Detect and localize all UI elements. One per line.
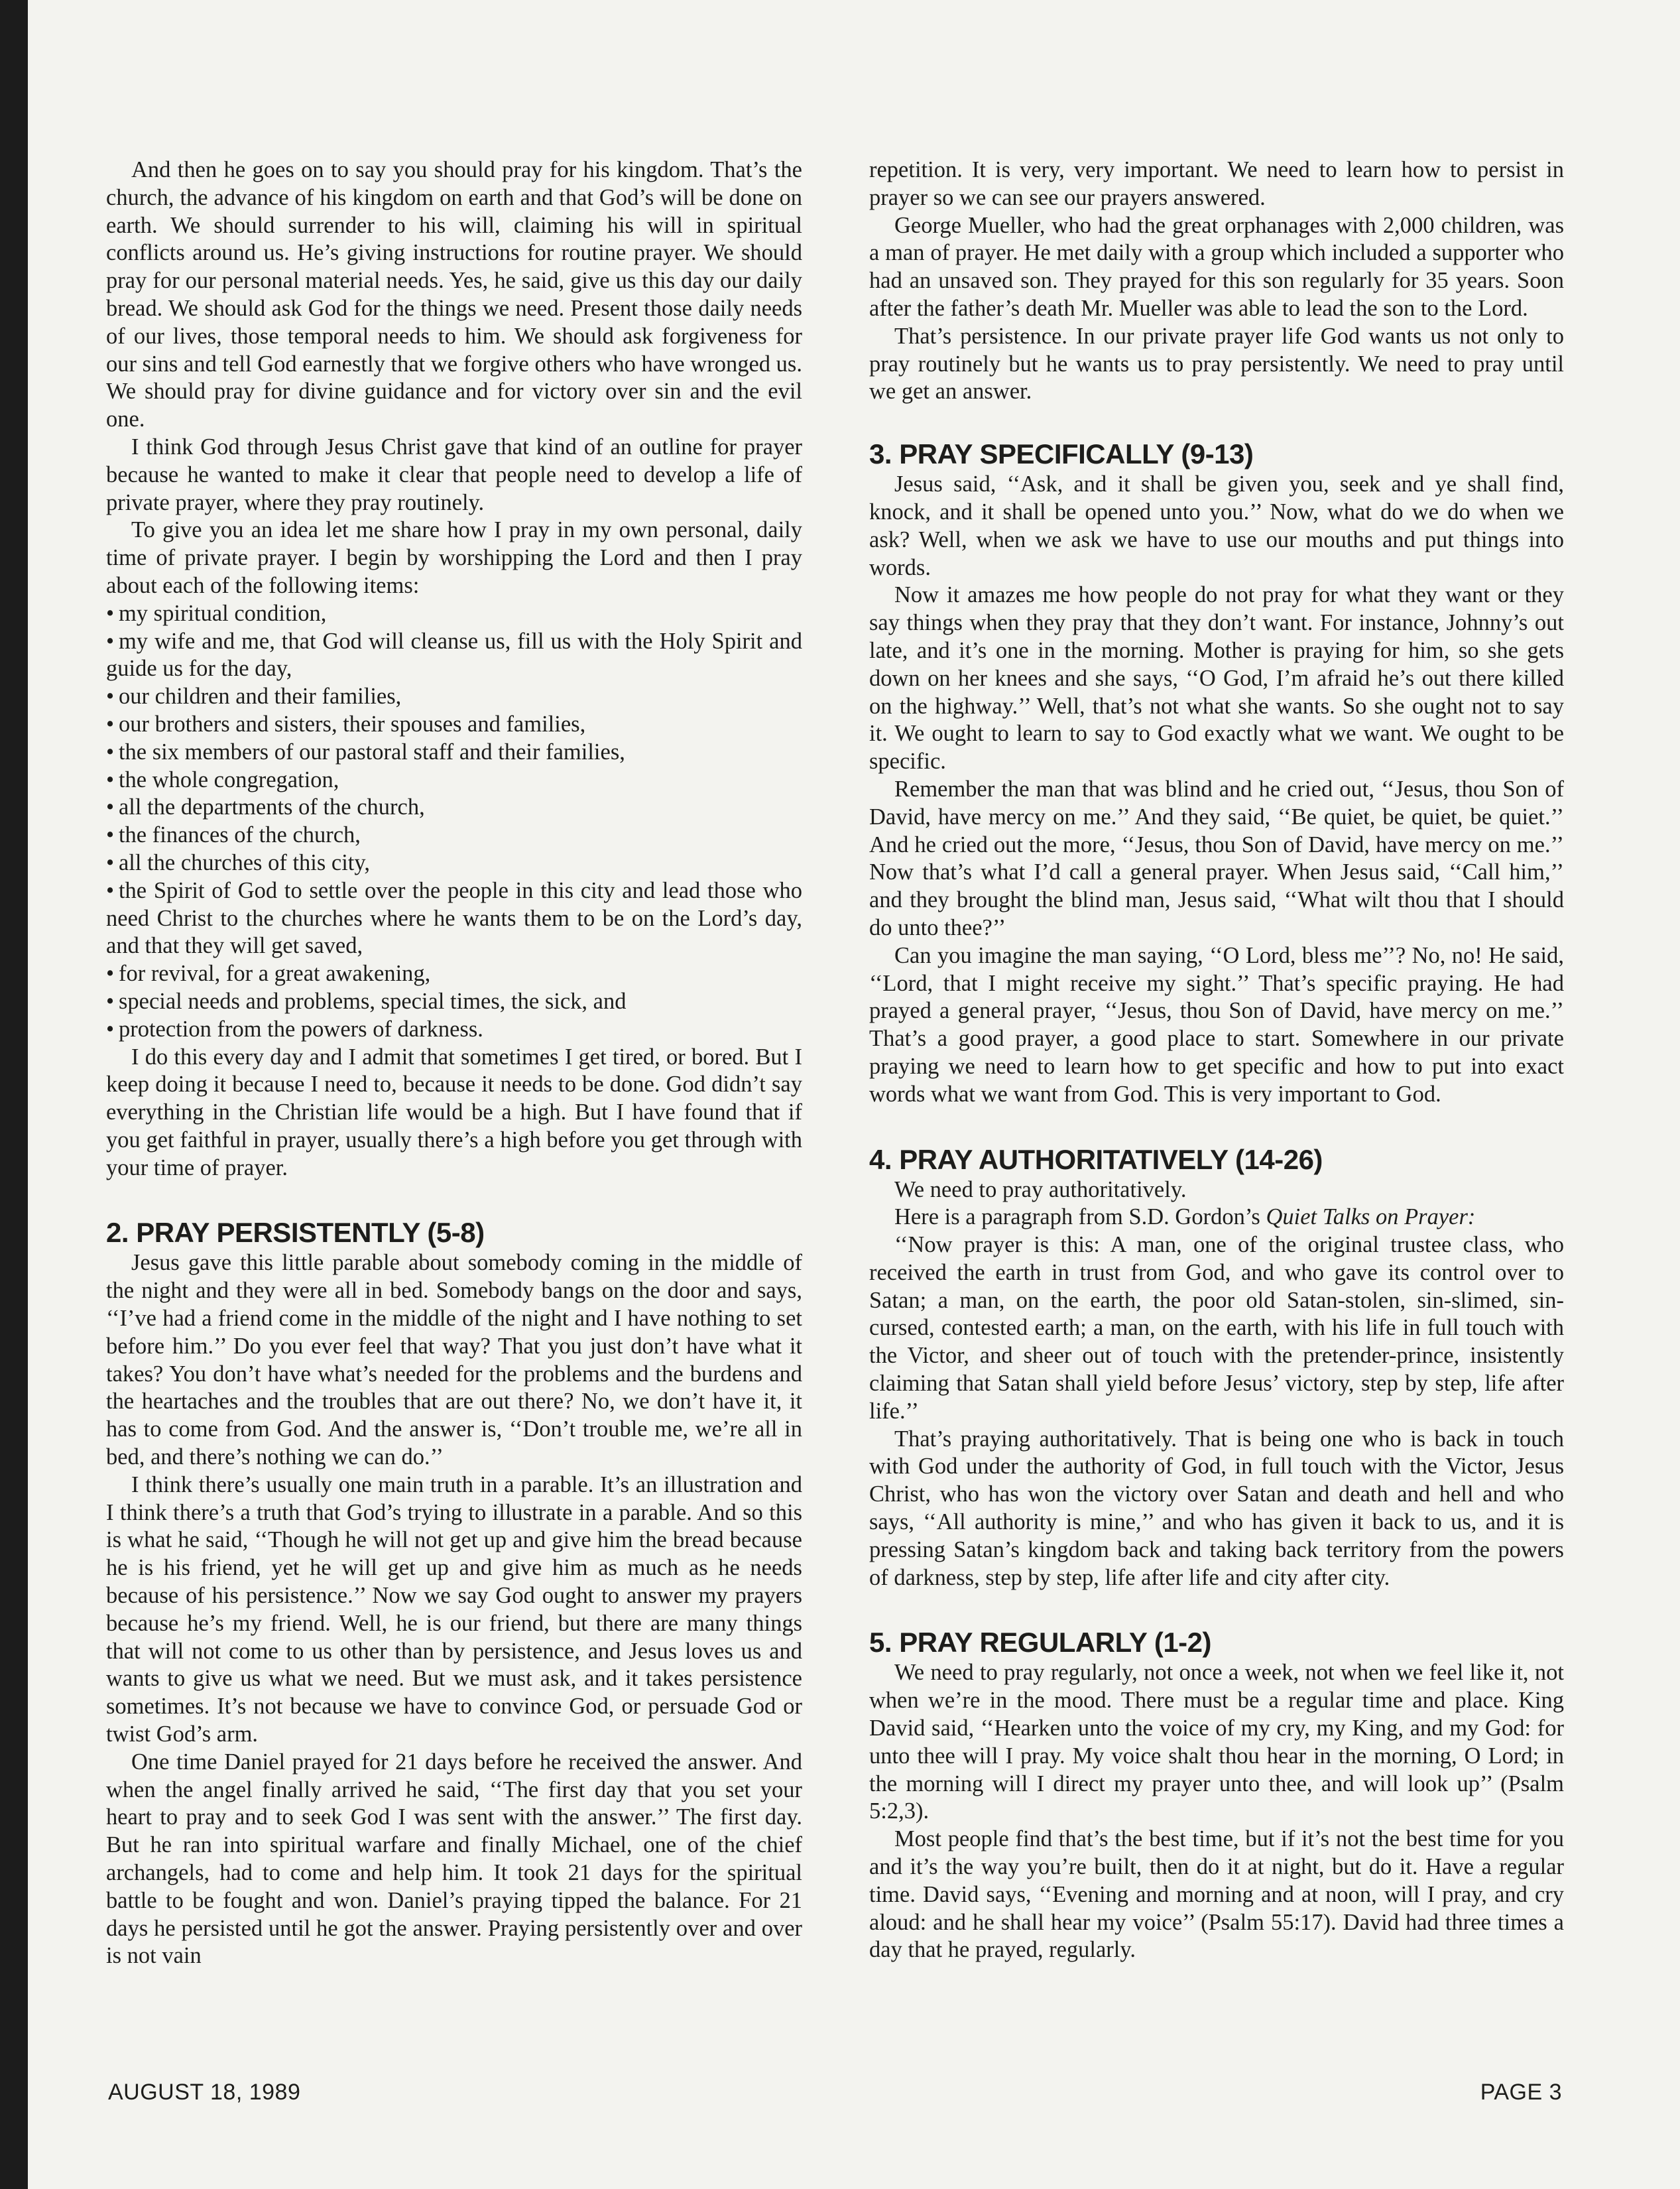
body-paragraph: Remember the man that was blind and he cried out, ‘‘Jesus, thou Son of David, have mercy on me.’’ And they said, ‘‘Be quiet, be quiet, be quiet.’’ And he cried out the more, ‘‘Jesus, thou Son of David, have mercy on me.’’ Now that’s what I’d call a general prayer. When Jesus said, ‘‘Call him,’’ and they brought the blind man, Jesus said, ‘‘What wilt thou that I should do unto thee?’’ [869, 776, 1564, 940]
continued-paragraph: repetition. It is very, very important. We need to learn how to persist in prayer so we can see our prayers answered. [869, 157, 1564, 210]
list-item: • protection from the powers of darkness. [106, 1016, 802, 1044]
section-heading-regularly: 5. PRAY REGULARLY (1-2) [869, 1627, 1212, 1658]
quote-paragraph: ‘‘Now prayer is this: A man, one of the original trustee class, who received the earth in trust from God, and who gave its control over to Satan; a man, on the earth, the poor old Satan-stolen, sin-slimed, sin-cursed, contested earth; a man, on the earth, with his life in full touch with the Victor, and sheer out of touch with the pretender-prince, insistently claiming that Satan shall yield before Jesus’ victory, step by step, life after life.’’ [869, 1232, 1564, 1424]
bullet-icon: • [106, 739, 115, 765]
bullet-icon: • [106, 794, 115, 820]
bullet-icon: • [106, 628, 115, 654]
body-paragraph: That’s persistence. In our private prayer life God wants us not only to pray routinely but he wants us to pray persistently. We need to pray until we get an answer. [869, 323, 1564, 405]
list-item: • the Spirit of God to settle over the people in this city and lead those who need Christ to the churches where he wants them to be on the Lord’s day, and that they will get saved, [106, 877, 802, 959]
section-heading-specifically: 3. PRAY SPECIFICALLY (9-13) [869, 438, 1254, 470]
list-item: • all the departments of the church, [106, 794, 802, 822]
bullet-icon: • [106, 684, 115, 710]
book-title: Quiet Talks on Prayer: [1266, 1204, 1476, 1230]
body-paragraph: That’s praying authoritatively. That is being one who is back in touch with God under the authority of God, in full touch with the Victor, Jesus Christ, who has won the victory over Satan and death and hell and who says, ‘‘All authority is mine,’’ and who has given it back to us, and it is pressing Satan’s kingdom back and taking back territory from the powers of darkness, step by step, life after life and city after city. [869, 1426, 1564, 1590]
list-item: • for revival, for a great awakening, [106, 960, 802, 988]
body-paragraph: One time Daniel prayed for 21 days before he received the answer. And when the angel finally arrived he said, ‘‘The first day that you set your heart to pray and to seek God I was sent with the answer.’’ The first day. But he ran into spiritual warfare and finally Michael, one of the chief archangels, had to come and help him. It took 21 days for the spiritual battle to be fought and won. Daniel’s praying tipped the balance. For 21 days he persisted until he got the answer. Praying persistently over and over is not vain [106, 1749, 802, 1969]
scan-page-edge [0, 0, 28, 2189]
bullet-icon: • [106, 600, 115, 626]
intro-paragraph-2: I think God through Jesus Christ gave that kind of an outline for prayer because he wanted to make it clear that people need to develop a life of private prayer, where they pray routinely. [106, 434, 802, 515]
section-heading-persistently: 2. PRAY PERSISTENTLY (5-8) [106, 1217, 485, 1249]
list-item: • my spiritual condition, [106, 600, 802, 628]
body-paragraph: I think there’s usually one main truth in a parable. It’s an illustration and I think there’s a truth that God’s trying to illustrate in a parable. And so this is what he said, ‘‘Though he will not get up and give him the bread because he is his friend, yet he will get up and give him as much as he needs because of his persistence.’’ Now we say God ought to answer my prayers because he’s my friend. Well, he is our friend, but there are many things that will not come to us other than by persistence, and Jesus loves us and wants to give us what we need. But we must ask, and it takes persistence sometimes. It’s not because we have to convince God, or persuade God or twist God’s arm. [106, 1471, 802, 1747]
right-column [869, 156, 1564, 1964]
bullet-icon: • [106, 849, 115, 875]
list-item: • the whole congregation, [106, 767, 802, 794]
list-item: • all the churches of this city, [106, 849, 802, 877]
body-paragraph: We need to pray authoritatively. [894, 1176, 1187, 1202]
bullet-icon: • [106, 711, 115, 737]
bullet-icon: • [106, 1016, 115, 1042]
prayer-items-list [106, 600, 802, 1044]
intro-paragraph-3: To give you an idea let me share how I pray in my own personal, daily time of private prayer. I begin by worshipping the Lord and then I pray about each of the following items: [106, 517, 802, 598]
body-paragraph: Can you imagine the man saying, ‘‘O Lord, bless me’’? No, no! He said, ‘‘Lord, that I might receive my sight.’’ That’s specific praying. He had prayed a general prayer, ‘‘Jesus, thou Son of David, have mercy on me.’’ That’s a good prayer, a good place to start. Somewhere in our private praying we need to learn how to get specific and how to put into exact words what we want from God. This is very important to God. [869, 942, 1564, 1107]
list-item: • the six members of our pastoral staff and their families, [106, 739, 802, 767]
bullet-icon: • [106, 961, 115, 987]
citation-paragraph: Here is a paragraph from S.D. Gordon’s Quiet Talks on Prayer: [894, 1204, 1476, 1230]
bullet-icon: • [106, 767, 115, 792]
bullet-icon: • [106, 988, 115, 1014]
list-item: • our brothers and sisters, their spouses and families, [106, 711, 802, 739]
footer-page-number: PAGE 3 [1480, 2080, 1562, 2105]
bullet-icon: • [106, 877, 115, 903]
body-paragraph: We need to pray regularly, not once a week, not when we feel like it, not when we’re in the mood. There must be a regular time and place. King David said, ‘‘Hearken unto the voice of my cry, my King, and my God: for unto thee will I pray. My voice shalt thou hear in the morning, O Lord; in the morning will I direct my prayer unto thee, and will look up’’ (Psalm 5:2,3). [869, 1660, 1564, 1824]
intro-paragraph-1: And then he goes on to say you should pray for his kingdom. That’s the church, the advance of his kingdom on earth and that God’s will be done on earth. We should surrender to his will, claiming his will in spiritual conflicts around us. He’s giving instructions for routine prayer. We should pray for our personal material needs. Yes, he said, give us this day our daily bread. We should ask God for the things we need. Present those daily needs of our lives, those temporal needs to him. We should ask forgiveness for our sins and tell God earnestly that we forgive others who have wronged us. We should pray for divine guidance and for victory over sin and the evil one. [106, 157, 802, 432]
list-item: • my wife and me, that God will cleanse us, fill us with the Holy Spirit and guide us for the day, [106, 628, 802, 682]
body-paragraph: Jesus gave this little parable about somebody coming in the middle of the night and they were all in bed. Somebody bangs on the door and says, ‘‘I’ve had a friend come in the middle of the night and I have nothing to set before him.’’ Do you ever feel that way? That you just don’t have what it takes? You don’t have what’s needed for the problems and the burdens and the heartaches and the troubles that are out there? No, we don’t have it, it has to come from God. And the answer is, ‘‘Don’t trouble me, we’re all in bed, and there’s nothing we can do.’’ [106, 1250, 802, 1470]
list-item: • special needs and problems, special times, the sick, and [106, 988, 802, 1016]
body-paragraph: Jesus said, ‘‘Ask, and it shall be given you, seek and ye shall find, knock, and it shall be opened unto you.’’ Now, what do we do when we ask? Well, when we ask we have to use our mouths and put things into words. [869, 471, 1564, 580]
section-heading-authoritatively: 4. PRAY AUTHORITATIVELY (14-26) [869, 1143, 1323, 1175]
body-paragraph: George Mueller, who had the great orphanages with 2,000 children, was a man of prayer. He met daily with a group which included a supporter who had an unsaved son. They prayed for this son regularly for 35 years. Soon after the father’s death Mr. Mueller was able to lead the son to the Lord. [869, 212, 1564, 321]
list-item: • our children and their families, [106, 683, 802, 711]
left-column [106, 156, 802, 1970]
body-paragraph: Most people find that’s the best time, but if it’s not the best time for you and it’s the way you’re built, then do it at night, but do it. Have a regular time. David says, ‘‘Evening and morning and at noon, will I pray, and cry aloud: and he shall hear my voice’’ (Psalm 55:17). David had three times a day that he prayed, regularly. [869, 1826, 1564, 1963]
bullet-icon: • [106, 822, 115, 848]
body-paragraph: Now it amazes me how people do not pray for what they want or they say things when they pray that they don’t want. For instance, Johnny’s out late, and it’s one in the morning. Mother is praying for him, so she gets down on her knees and she says, ‘‘O God, I’m afraid he’s out there killed on the highway.’’ Well, that’s not what she wants. So she ought not to say it. We ought to learn to say to God exactly what we want. We ought to be specific. [869, 582, 1564, 775]
footer-date: AUGUST 18, 1989 [108, 2080, 301, 2105]
list-item: • the finances of the church, [106, 822, 802, 849]
after-list-paragraph: I do this every day and I admit that sometimes I get tired, or bored. But I keep doing it because I need to, because it needs to be done. God didn’t say everything in the Christian life would be a high. But I have found that if you get faithful in prayer, usually there’s a high before you get through with your time of prayer. [106, 1044, 802, 1180]
